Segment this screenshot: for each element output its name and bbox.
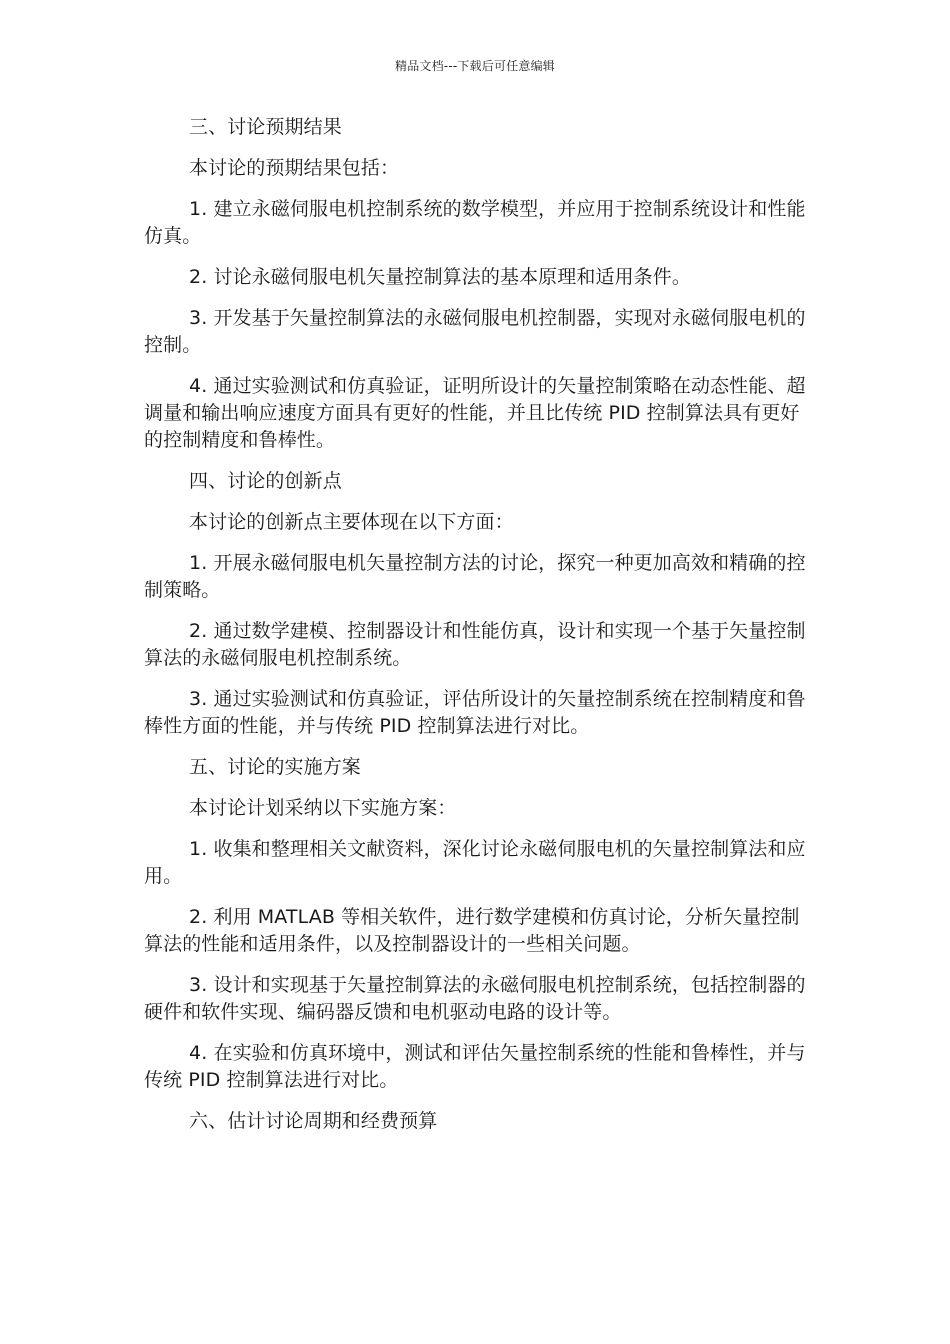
document-body [144, 114, 808, 1149]
section-heading-6: 六、估计讨论周期和经费预算 [189, 1110, 438, 1132]
list-item: 2. 利用 MATLAB 等相关软件，进行数学建模和仿真讨论，分析矢量控制算法的性能和适用条件，以及控制器设计的一些相关问题。 [144, 906, 800, 955]
paragraph: 本讨论的创新点主要体现在以下方面： [189, 511, 514, 533]
list-item: 2. 讨论永磁伺服电机矢量控制算法的基本原理和适用条件。 [189, 266, 691, 288]
list-item: 3. 开发基于矢量控制算法的永磁伺服电机控制器，实现对永磁伺服电机的控制。 [144, 307, 806, 356]
section-heading-3: 三、讨论预期结果 [189, 116, 342, 138]
page-header: 精品文档---下载后可任意编辑 [395, 59, 555, 73]
list-item: 2. 通过数学建模、控制器设计和性能仿真，设计和实现一个基于矢量控制算法的永磁伺服电机控制系统。 [144, 620, 806, 669]
list-item: 4. 通过实验测试和仿真验证，证明所设计的矢量控制策略在动态性能、超调量和输出响应速度方面具有更好的性能，并且比传统 PID 控制算法具有更好的控制精度和鲁棒性。 [144, 375, 806, 451]
paragraph: 本讨论计划采纳以下实施方案： [189, 797, 457, 819]
list-item: 4. 在实验和仿真环境中，测试和评估矢量控制系统的性能和鲁棒性，并与传统 PID 控制算法进行对比。 [144, 1042, 806, 1091]
list-item: 3. 设计和实现基于矢量控制算法的永磁伺服电机控制系统，包括控制器的硬件和软件实现、编码器反馈和电机驱动电路的设计等。 [144, 974, 806, 1023]
section-heading-4: 四、讨论的创新点 [189, 470, 342, 492]
list-item: 1. 建立永磁伺服电机控制系统的数学模型，并应用于控制系统设计和性能仿真。 [144, 198, 806, 247]
list-item: 3. 通过实验测试和仿真验证，评估所设计的矢量控制系统在控制精度和鲁棒性方面的性能，并与传统 PID 控制算法进行对比。 [144, 688, 806, 737]
list-item: 1. 收集和整理相关文献资料，深化讨论永磁伺服电机的矢量控制算法和应用。 [144, 838, 806, 887]
list-item: 1. 开展永磁伺服电机矢量控制方法的讨论，探究一种更加高效和精确的控制策略。 [144, 552, 806, 601]
section-heading-5: 五、讨论的实施方案 [189, 756, 361, 778]
paragraph: 本讨论的预期结果包括： [189, 157, 400, 179]
